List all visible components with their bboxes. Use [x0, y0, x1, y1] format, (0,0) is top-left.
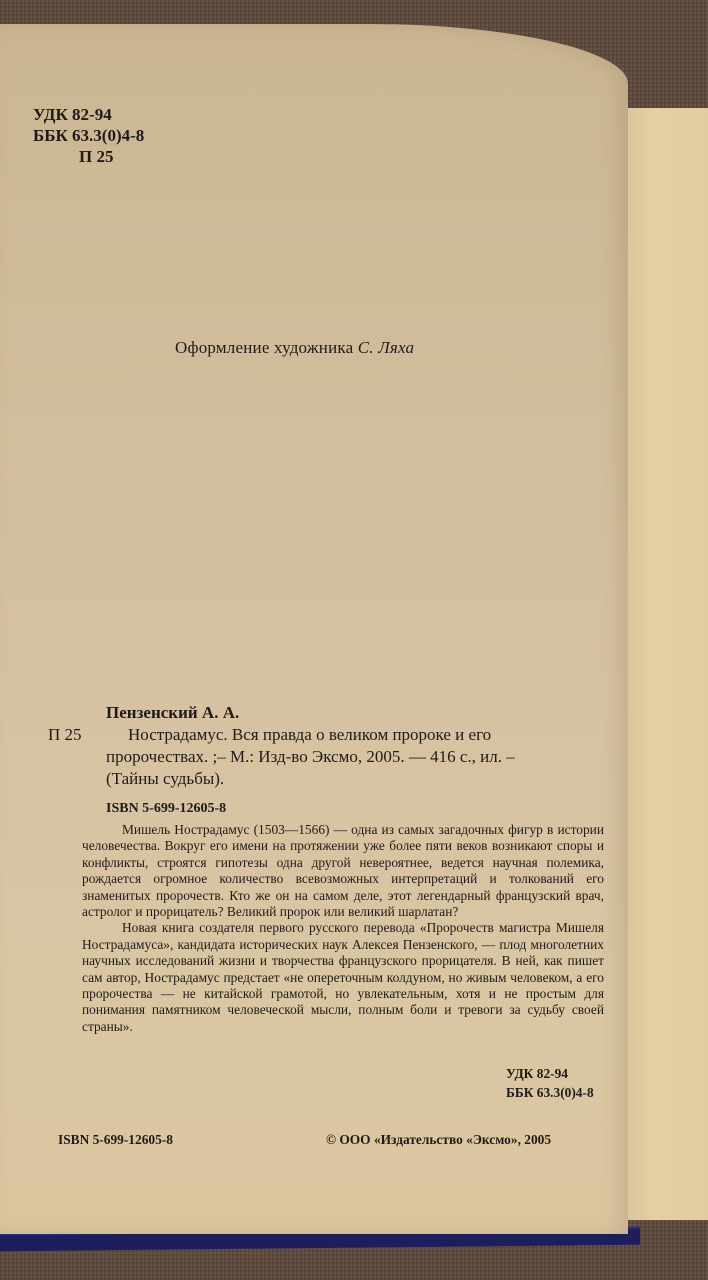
- annotation-bbk: ББК 63.3(0)4-8: [506, 1085, 594, 1100]
- annotation: [82, 822, 604, 1035]
- copyright-page: [0, 24, 628, 1234]
- next-page-edge: [620, 108, 708, 1220]
- record-author-mark: П 25: [48, 725, 82, 744]
- show-through-text: [90, 424, 610, 594]
- record-isbn: ISBN 5-699-12605-8: [106, 801, 227, 816]
- artist-label: Оформление художника: [175, 338, 354, 357]
- annotation-codes: [506, 1064, 594, 1102]
- library-codes: [33, 104, 144, 167]
- record-publication-line: пророчествах. ;– М.: Изд-во Эксмо, 2005. — 416 с., ил. –: [106, 747, 515, 766]
- footer-copyright: © ООО «Издательство «Эксмо», 2005: [326, 1132, 552, 1147]
- artist-name: С. Ляха: [357, 338, 415, 357]
- record-series-line: (Тайны судьбы).: [106, 769, 225, 788]
- record-author: Пензенский А. А.: [106, 703, 240, 722]
- annotation-paragraph: Мишель Нострадамус (1503—1566) — одна из самых загадочных фигур в истории человечества. Вокруг его имени на протяжении уже более пяти веков возникают споры и конфликты, строятся гипотезы одна другой невероятнее, ведется научная полемика, рождается огромное количество всевозможных интерпретаций и толкований его знаменитых пророчеств. Кто же он на самом деле, этот легендарный французский врач, астролог и прорицатель? Великий пророк или великий шарлатан?: [82, 822, 604, 920]
- footer-isbn: ISBN 5-699-12605-8: [58, 1132, 173, 1147]
- record-title-line: Нострадамус. Вся правда о великом пророке и его: [128, 725, 492, 744]
- author-mark: П 25: [79, 147, 114, 166]
- annotation-udk: УДК 82-94: [506, 1066, 568, 1081]
- bbk-code: ББК 63.3(0)4-8: [33, 126, 145, 145]
- annotation-paragraph: Новая книга создателя первого русского перевода «Пророчеств магистра Мишеля Нострадамуса», кандидата исторических наук Алексея Пензенского, — плод многолетних научных исследований жизни и творчества французского прорицателя. В ней, как пишет сам автор, Нострадамус предстает «не опереточным колдуном, но живым человеком, а его пророчества — не китайской грамотой, но увлекательным, хотя и не простым для понимания памятником человеческой мысли, полным боли и тревоги за судьбу своей страны».: [82, 920, 604, 1034]
- artist-credit: [175, 338, 414, 358]
- bibliographic-record: [48, 702, 608, 820]
- udk-code: УДК 82-94: [33, 105, 112, 124]
